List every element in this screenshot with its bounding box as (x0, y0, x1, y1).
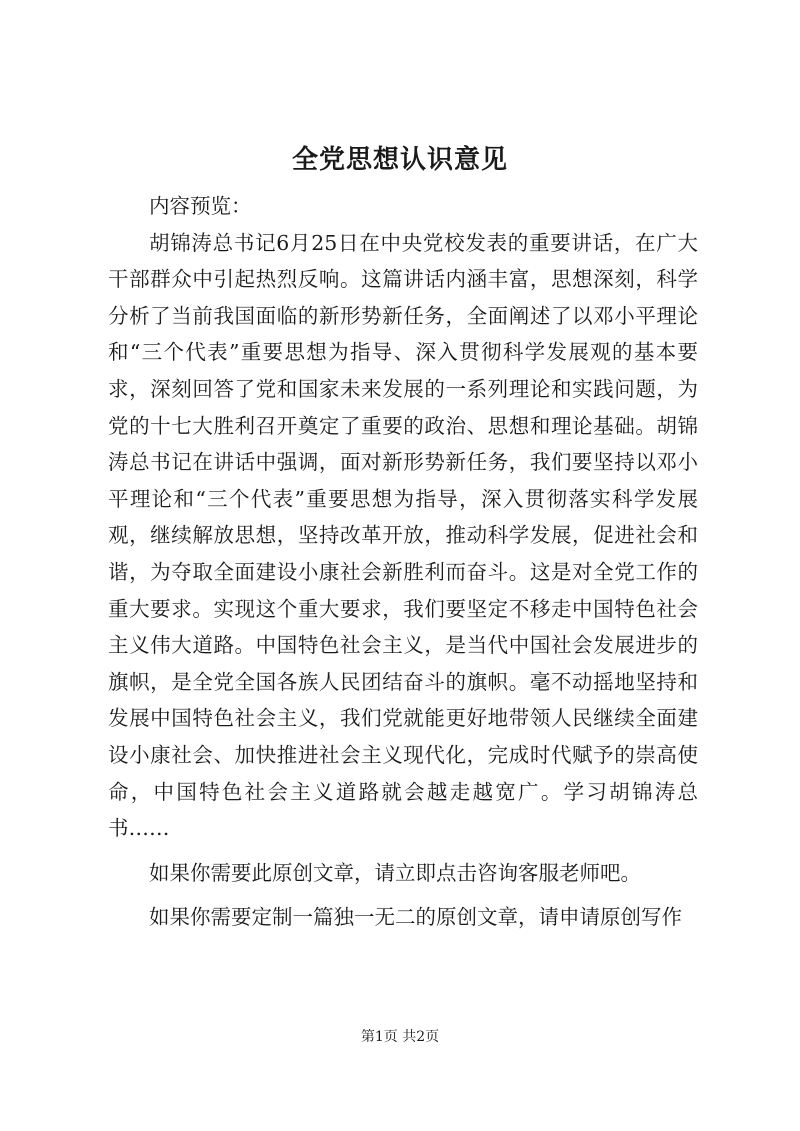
page-footer: 第1页 共2页 (360, 1029, 440, 1045)
contact-line[interactable]: 如果你需要此原创文章，请立即点击咨询客服老师吧。 (149, 860, 641, 885)
custom-writing-line[interactable]: 如果你需要定制一篇独一无二的原创文章，请申请原创写作 (149, 905, 682, 930)
main-paragraph: 胡锦涛总书记6月25日在中央党校发表的重要讲话，在广大干部群众中引起热烈反响。这篇讲话内涵丰富，思想深刻，科学分析了当前我国面临的新形势新任务，全面阐述了以邓小平理论和“三个代表”重要思想为指导、深入贯彻科学发展观的基本要求，深刻回答了党和国家未来发展的一系列理论和实践问题，为党的十七大胜利召开奠定了重要的政治、思想和理论基础。胡锦涛总书记在讲话中强调，面对新形势新任务，我们要坚持以邓小平理论和“三个代表”重要思想为指导，深入贯彻落实科学发展观，继续解放思想，坚持改革开放，推动科学发展，促进社会和谐，为夺取全面建设小康社会新胜利而奋斗。这是对全党工作的重大要求。实现这个重大要求，我们要坚定不移走中国特色社会主义伟大道路。中国特色社会主义，是当代中国社会发展进步的旗帜，是全党全国各族人民团结奋斗的旗帜。毫不动摇地坚持和发展中国特色社会主义，我们党就能更好地带领人民继续全面建设小康社会、加快推进社会主义现代化，完成时代赋予的崇高使命，中国特色社会主义道路就会越走越宽广。学习胡锦涛总书…… (108, 230, 698, 841)
document-body (108, 188, 698, 936)
preview-label: 内容预览： (149, 194, 252, 218)
document-title: 全党思想认识意见 (291, 145, 508, 175)
